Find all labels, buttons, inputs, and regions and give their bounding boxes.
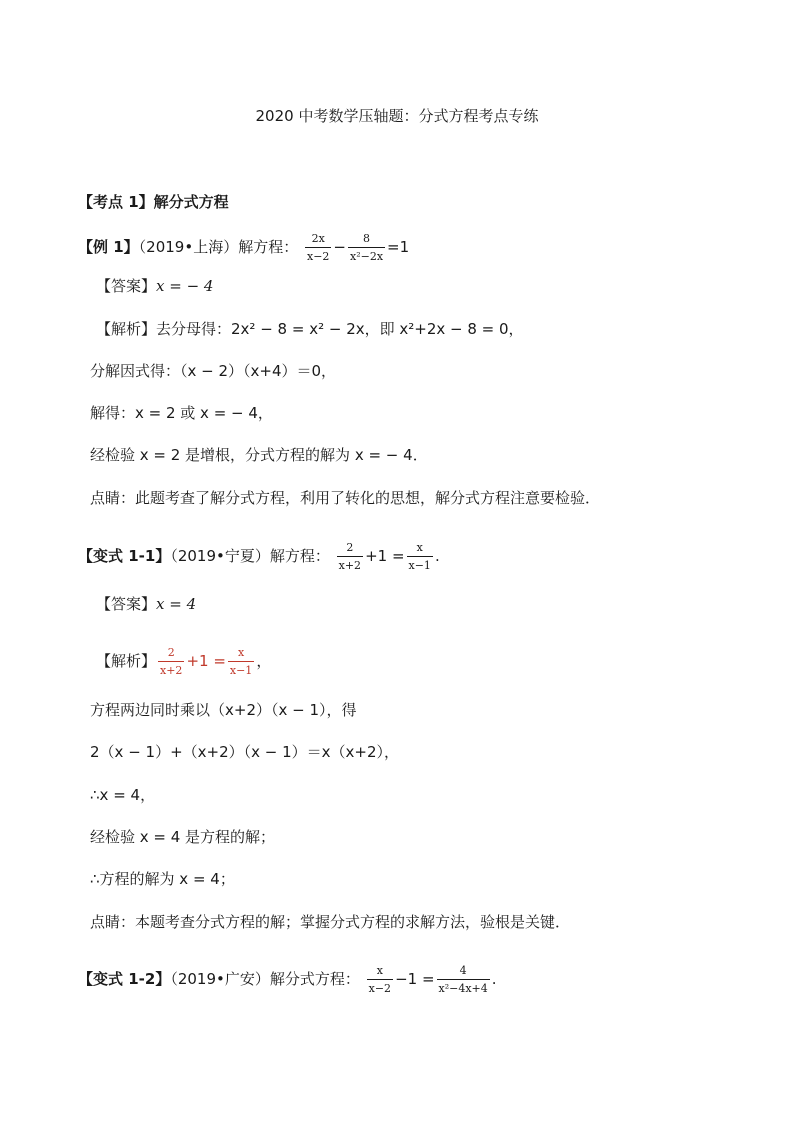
answer-value: x = − 4: [156, 277, 214, 295]
operator: −: [333, 238, 346, 256]
variant-1-1-step-5: ∴方程的解为 x = 4；: [90, 870, 235, 888]
fraction-numerator: 8: [363, 232, 370, 245]
operator: −1 =: [395, 970, 435, 988]
operator: +1 =: [365, 547, 405, 565]
variant-source: （2019•广安）解分式方程：: [170, 970, 360, 988]
variant-1-1-step-2: 2（x − 1）+（x+2）（x − 1）＝x（x+2），: [90, 743, 400, 761]
analysis-label: 【解析】: [96, 320, 157, 338]
analysis-label: 【解析】: [96, 652, 157, 670]
variant-label: 【变式 1-2】: [78, 970, 171, 988]
variant-1-1-problem: [78, 541, 440, 572]
variant-1-1-analysis: [96, 646, 271, 677]
fraction-1: [367, 964, 393, 995]
punctuation: .: [491, 970, 497, 988]
variant-1-1-step-3: ∴x = 4，: [90, 786, 156, 804]
example-1-step-3: 经检验 x = 2 是增根，分式方程的解为 x = − 4．: [90, 446, 428, 464]
fraction-denominator: x+2: [158, 661, 184, 677]
example-1-analysis: [96, 319, 524, 339]
variant-1-1-answer: [96, 594, 196, 614]
example-1-comment: 点睛：此题考查了解分式方程，利用了转化的思想，解分式方程注意要检验．: [90, 489, 601, 507]
fraction-numerator: x: [416, 541, 423, 554]
fraction-numerator: 2x: [311, 232, 325, 245]
fraction-1: [305, 232, 331, 263]
fraction-numerator: 2: [167, 646, 175, 659]
variant-label: 【变式 1-1】: [78, 547, 171, 565]
fraction-2: [407, 541, 433, 572]
operator: +1 =: [186, 652, 226, 670]
fraction-denominator: x²−2x: [348, 247, 385, 263]
fraction-2: [437, 964, 490, 995]
punctuation: .: [434, 547, 440, 565]
analysis-text: 去分母得：2x² − 8 = x² − 2x，即 x²+2x − 8 = 0，: [156, 320, 524, 338]
example-1-answer: [96, 276, 213, 296]
fraction-numerator: x: [237, 646, 245, 659]
fraction-numerator: 4: [459, 964, 467, 977]
fraction-1: [337, 541, 363, 572]
fraction-denominator: x+2: [337, 556, 363, 572]
fraction-2: [228, 646, 254, 677]
answer-value: x = 4: [156, 595, 197, 613]
fraction-1: [158, 646, 184, 677]
fraction-numerator: x: [376, 964, 383, 977]
variant-source: （2019•宁夏）解方程：: [170, 547, 330, 565]
punctuation: ，: [256, 652, 272, 670]
answer-label: 【答案】: [96, 277, 157, 295]
section-heading: 【考点 1】解分式方程: [78, 193, 229, 211]
fraction-numerator: 2: [346, 541, 354, 554]
variant-1-1-step-4: 经检验 x = 4 是方程的解；: [90, 828, 276, 846]
fraction-2: [348, 232, 385, 263]
answer-label: 【答案】: [96, 595, 157, 613]
page-title: 2020 中考数学压轴题：分式方程考点专练: [255, 107, 539, 125]
fraction-denominator: x−1: [407, 556, 433, 572]
variant-1-2-problem: [78, 964, 497, 995]
fraction-denominator: x−2: [305, 247, 331, 263]
example-label: 【例 1】: [78, 238, 139, 256]
example-source: （2019•上海）解方程：: [138, 238, 299, 256]
example-1-problem: [78, 232, 409, 263]
example-1-step-1: 分解因式得：（x − 2）（x+4）＝0，: [90, 362, 337, 380]
variant-1-1-step-1: 方程两边同时乘以（x+2）（x − 1），得: [90, 701, 357, 719]
fraction-denominator: x−2: [367, 979, 393, 995]
fraction-denominator: x−1: [228, 661, 254, 677]
equation-rhs: =1: [387, 238, 410, 256]
fraction-denominator: x²−4x+4: [437, 979, 490, 995]
example-1-step-2: 解得：x = 2 或 x = − 4，: [90, 404, 273, 422]
variant-1-1-comment: 点睛：本题考查分式方程的解；掌握分式方程的求解方法，验根是关键．: [90, 913, 571, 931]
